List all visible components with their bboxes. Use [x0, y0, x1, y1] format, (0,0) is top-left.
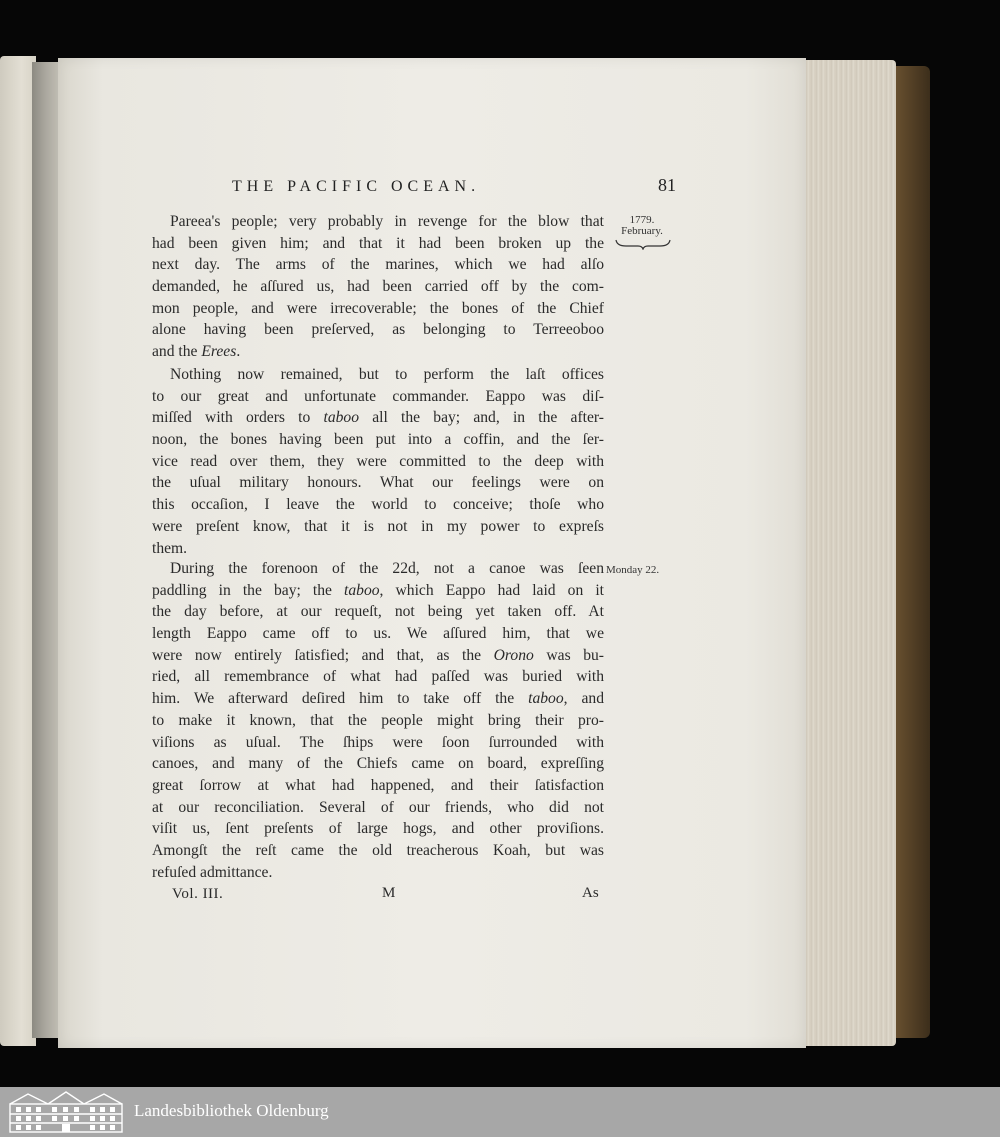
text-line: next day. The arms of the marines, which we had alſo: [152, 256, 604, 274]
text-line: had been given him; and that it had been broken up the: [152, 234, 604, 252]
text-line: refuſed admittance.: [152, 863, 273, 881]
running-head: THE PACIFIC OCEAN.: [232, 178, 481, 195]
margin-note-month: February.: [621, 225, 663, 237]
library-name: Landesbibliothek Oldenburg: [134, 1101, 329, 1120]
page-number: 81: [658, 175, 676, 195]
footer-signature: M: [382, 885, 396, 901]
library-building-logo-icon: [8, 1090, 124, 1134]
text-line: to our great and unfortunate commander. Eappo was diſ-: [152, 387, 604, 405]
text-line: and the Erees.: [152, 343, 241, 361]
text-line: Nothing now remained, but to perform the laſt offices: [170, 366, 604, 383]
text-line: noon, the bones having been put into a coffin, and the ſer-: [152, 431, 604, 449]
text-line: length Eappo came off to us. We aſſured him, that we: [152, 625, 604, 643]
text-line: at our reconciliation. Several of our friends, who did not: [152, 798, 604, 816]
page-block-edge: [800, 60, 896, 1046]
text-line: him. We afterward deſired him to take off the taboo, and: [152, 690, 604, 708]
left-page-edge: [0, 56, 36, 1046]
paragraph-3: [152, 558, 604, 883]
text-line: the day before, at our requeſt, not being yet taken off. At: [152, 603, 604, 621]
text-line: demanded, he aſſured us, had been carried off by the com-: [152, 278, 604, 296]
text-line: ried, all remembrance of what had paſſed was buried with: [152, 668, 604, 686]
text-line: canoes, and many of the Chiefs came on board, expreſſing: [152, 755, 604, 773]
text-line: Pareea's people; very probably in revenge for the blow that: [170, 213, 604, 230]
text-line: vice read over them, they were committed to the deep with: [152, 452, 604, 470]
text-line: alone having been preſerved, as belonging to Terreeoboo: [152, 321, 604, 339]
paragraph-1: [152, 211, 604, 363]
text-line: were now entirely ſatisfied; and that, as the Orono was bu-: [152, 646, 604, 664]
text-line: this occaſion, I leave the world to conceive; thoſe who: [152, 496, 604, 514]
margin-note-date: Monday 22.: [606, 564, 660, 576]
margin-note-year: 1779.: [629, 214, 655, 226]
text-line: to make it known, that the people might bring their pro-: [152, 711, 604, 729]
text-line: viſit us, ſent preſents of large hogs, and other proviſions.: [152, 820, 604, 838]
text-line: paddling in the bay; the taboo, which Eappo had laid on it: [152, 581, 604, 599]
text-line: Amongſt the reſt came the old treacherous Koah, but was: [152, 841, 604, 859]
text-line: the uſual military honours. What our feelings were on: [152, 474, 604, 492]
text-line: them.: [152, 539, 188, 557]
text-line: great ſorrow at what had happened, and their ſatisfaction: [152, 776, 604, 794]
text-line: During the forenoon of the 22d, not a canoe was ſeen: [170, 560, 604, 577]
paragraph-2: [152, 364, 604, 559]
text-line: miſſed with orders to taboo all the bay; and, in the after-: [152, 409, 604, 427]
brace-icon: [614, 238, 672, 250]
footer-catchword: As: [582, 885, 599, 901]
text-line: viſions as uſual. The ſhips were ſoon ſurrounded with: [152, 733, 604, 751]
footer-volume: Vol. III.: [172, 886, 224, 902]
text-line: mon people, and were irrecoverable; the bones of the Chief: [152, 299, 604, 317]
text-line: were preſent know, that it is not in my power to expreſs: [152, 517, 604, 535]
library-bar: [0, 1087, 1000, 1137]
